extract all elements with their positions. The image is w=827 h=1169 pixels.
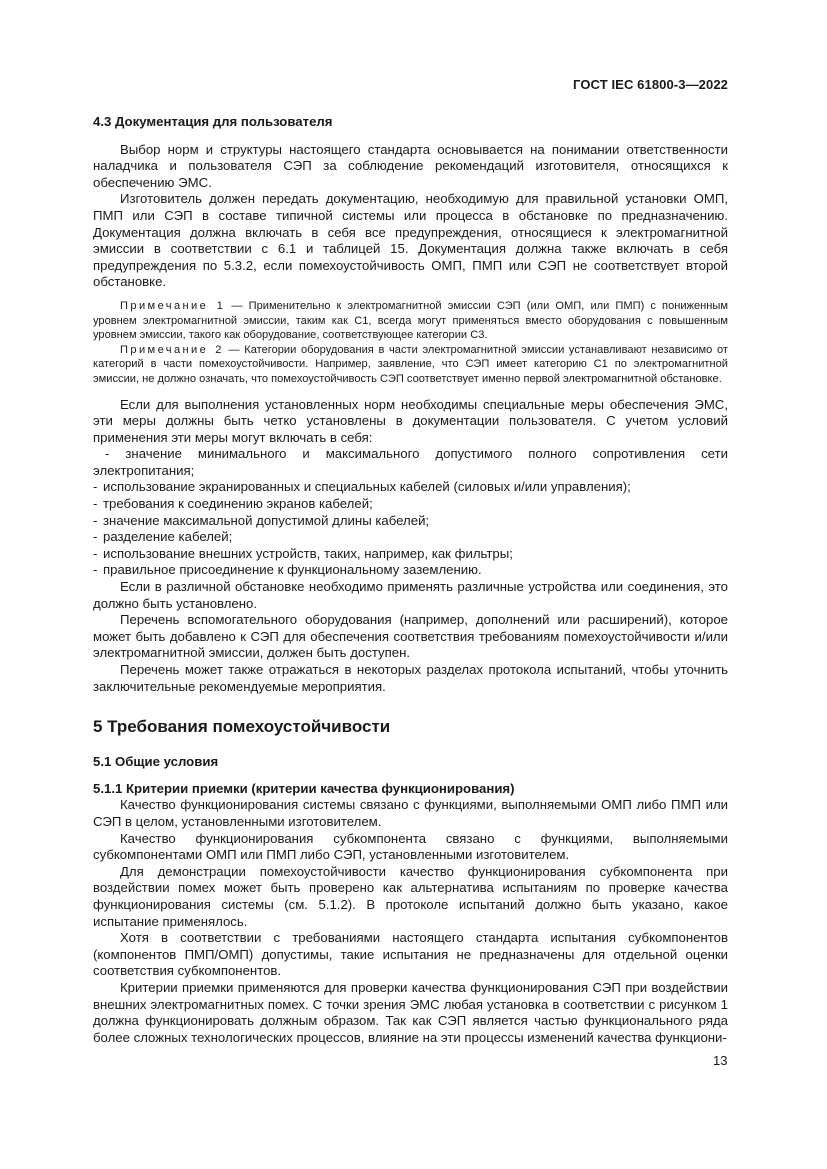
list-item: - значение минимального и максимального допустимого полного сопротивления сети электропитания;	[93, 446, 728, 478]
section-5-heading: 5 Требования помехоустойчивости	[93, 717, 391, 737]
list-item: - разделение кабелей;	[93, 529, 233, 545]
paragraph: Изготовитель должен передать документацию, необходимую для правильной установки ОМП, ПМП или СЭП в составе типичной системы или процесса в обстановке по предназначению. Документация должна включать в себя все предупреждения, относящиеся к электромагнитной эмиссии в соответствии с 6.1 и таблицей 15. Документация должна также включать в себя предупреждения по 5.3.2, если помехоустойчивость ОМП, ПМП или СЭП не соответствует второй обстановке.	[93, 191, 728, 290]
note-1-label: Примечание 1	[120, 299, 226, 312]
note-2-label: Примечание 2	[120, 343, 224, 356]
note-2-text: — Категории оборудования в части электромагнитной эмиссии устанавливают независимо от категорий в части помехоустойчивости. Например, заявление, что СЭП имеет категорию С1 по электромагнитной эмиссии, не должно означать, что помехоустойчивость СЭП соответствует именно первой электромагнитной обстановке.	[93, 343, 728, 385]
page-number: 13	[713, 1053, 728, 1068]
section-5-1-heading: 5.1 Общие условия	[93, 754, 219, 770]
paragraph: Качество функционирования субкомпонента связано с функциями, выполняемыми субкомпонентами ОМП или ПМП либо СЭП, установленными изготовителем.	[93, 830, 728, 863]
paragraph: Если для выполнения установленных норм необходимы специальные меры обеспечения ЭМС, эти меры должны быть четко установлены в документации пользователя. С учетом условий применения эти меры могут включать в себя:	[93, 396, 728, 445]
paragraph: Перечень вспомогательного оборудования (например, дополнений или расширений), которое может быть добавлено к СЭП для обеспечения соответствия требованиям помехоустойчивости и/или электромагнитной эмиссии, должен быть доступен.	[93, 612, 728, 661]
measures-list	[93, 446, 728, 579]
note-1-text: — Применительно к электромагнитной эмиссии СЭП (или ОМП, или ПМП) с пониженным уровнем электромагнитной эмиссии, таким как С1, всегда могут применяться вместо оборудования с повышенным уровнем эмиссии, такого как оборудование, соответствующее категории С3.	[93, 299, 729, 342]
list-item: - требования к соединению экранов кабелей;	[93, 496, 373, 512]
document-header: ГОСТ IEC 61800-3—2022	[573, 77, 728, 92]
section-5-1-1-heading: 5.1.1 Критерии приемки (критерии качества функционирования)	[93, 780, 515, 796]
list-item: - использование внешних устройств, таких, например, как фильтры;	[93, 545, 513, 561]
paragraph: Для демонстрации помехоустойчивости качество функционирования субкомпонента при воздействии помех может быть проверено как альтернатива испытаниям по проверке качества функционирования системы (см. 5.1.2). В протоколе испытаний должно быть указано, какое испытание применялось.	[93, 863, 728, 929]
paragraph: Критерии приемки применяются для проверки качества функционирования СЭП при воздействии внешних электромагнитных помех. С точки зрения ЭМС любая установка в соответствии с рисунком 1 должна функционировать должным образом. Так как СЭП является частью функционального ряда более сложных технологических процессов, влияние на эти процессы изменений качества функциони-	[93, 979, 728, 1045]
notes-block	[93, 299, 728, 387]
list-item: - использование экранированных и специальных кабелей (силовых и/или управления);	[93, 479, 631, 495]
section-4-3-heading: 4.3 Документация для пользователя	[93, 114, 333, 129]
paragraph: Выбор норм и структуры настоящего стандарта основывается на понимании ответственности наладчика и пользователя СЭП за соблюдение рекомендаций изготовителя, относящихся к обеспечению ЭМС.	[93, 141, 728, 190]
page-content	[93, 114, 728, 1046]
note-2	[93, 343, 728, 387]
paragraph: Качество функционирования системы связано с функциями, выполняемыми ОМП либо ПМП или СЭП в целом, установленными изготовителем.	[93, 797, 728, 829]
paragraph: Хотя в соответствии с требованиями настоящего стандарта испытания субкомпонентов (компонентов ПМП/ОМП) допустимы, такие испытания не предназначены для отдельной оценки соответствия субкомпонентов.	[93, 930, 728, 979]
paragraph: Если в различной обстановке необходимо применять различные устройства или соединения, это должно быть установлено.	[93, 579, 728, 611]
list-item: - значение максимальной допустимой длины кабелей;	[93, 512, 430, 528]
note-1	[93, 299, 728, 343]
paragraph: Перечень может также отражаться в некоторых разделах протокола испытаний, чтобы уточнить заключительные рекомендуемые мероприятия.	[93, 662, 728, 694]
list-item: - правильное присоединение к функциональному заземлению.	[93, 562, 482, 578]
